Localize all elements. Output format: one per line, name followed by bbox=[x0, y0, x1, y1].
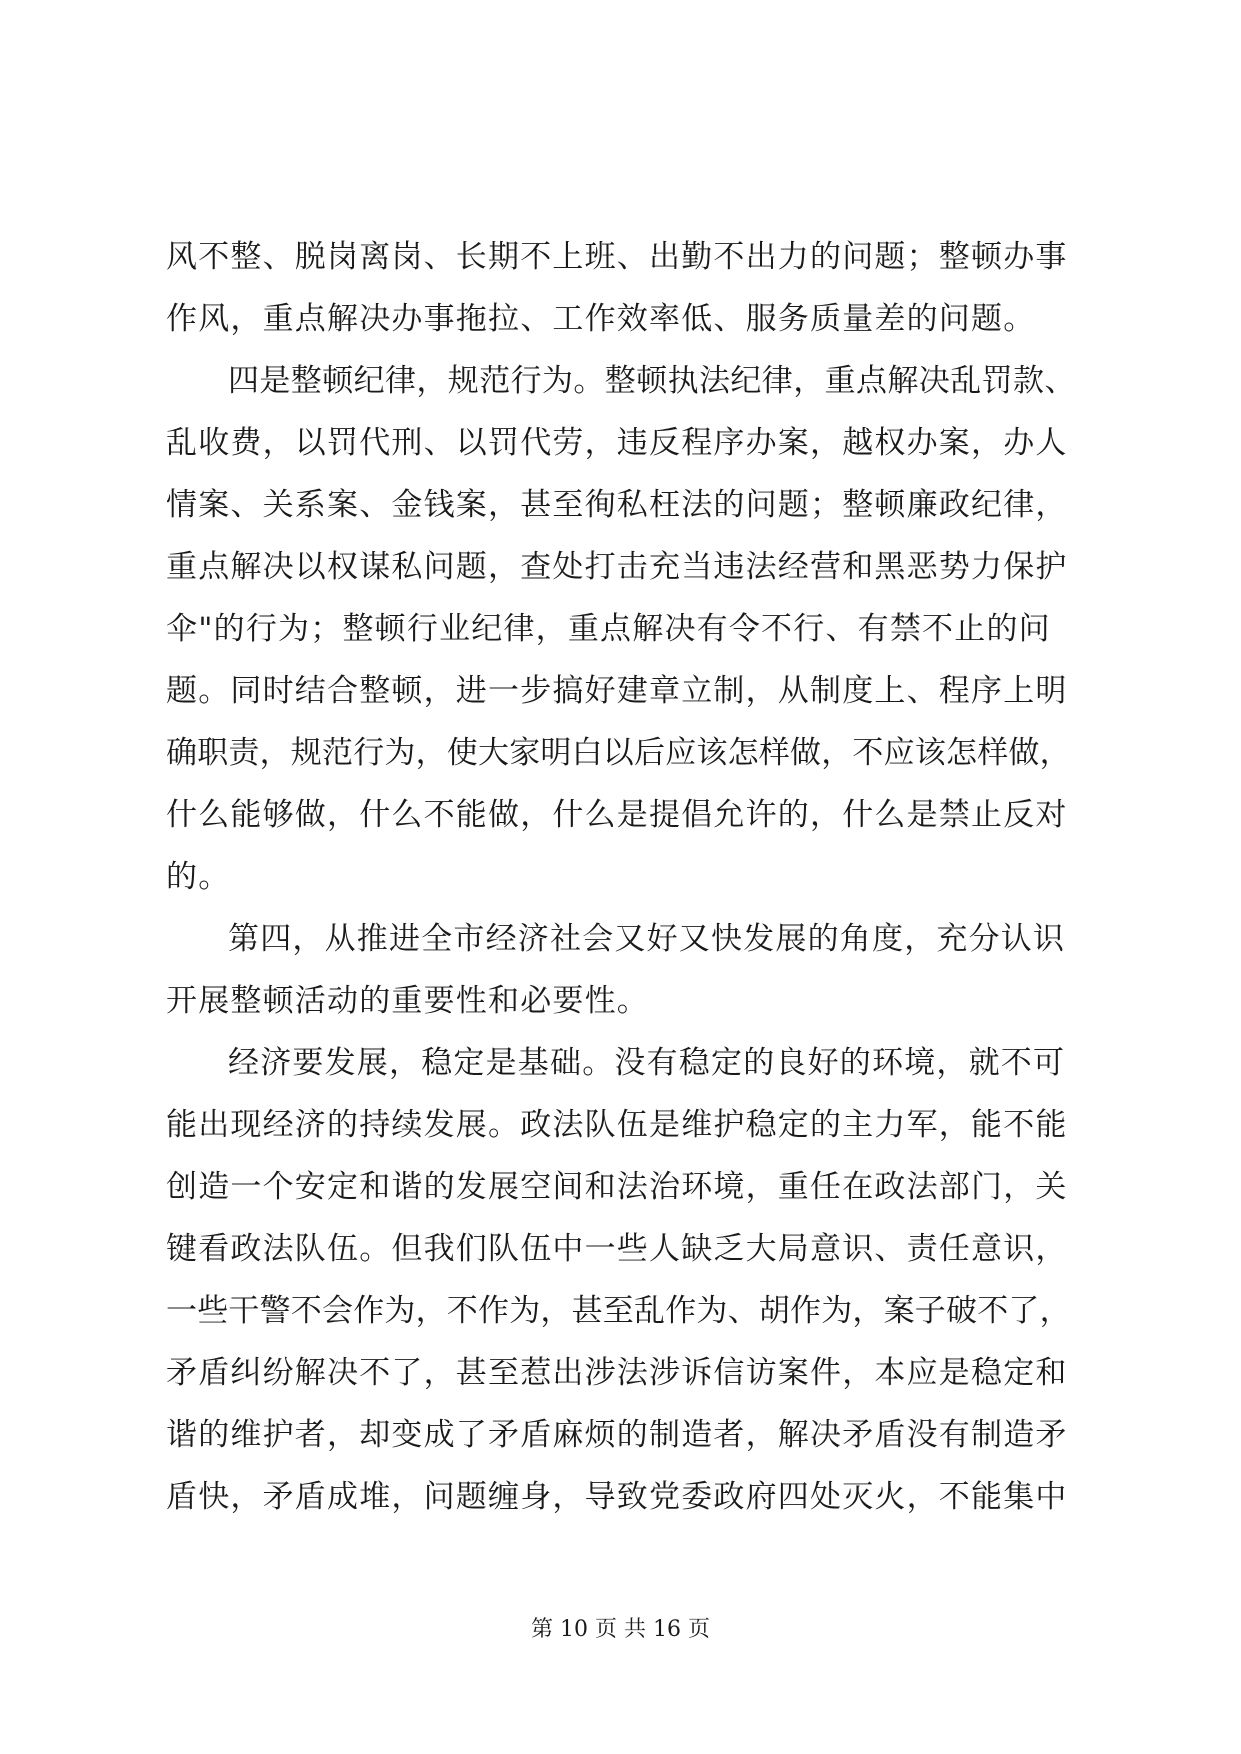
paragraph-2 bbox=[166, 350, 1076, 908]
paragraph-3 bbox=[166, 908, 1076, 1032]
paragraph-4 bbox=[166, 1032, 1076, 1528]
page-number-footer: 第 10 页 共 16 页 bbox=[531, 1617, 710, 1642]
text-line: 题。同时结合整顿，进一步搞好建章立制，从制度上、程序上明 bbox=[166, 673, 1068, 709]
text-line: 确职责，规范行为，使大家明白以后应该怎样做，不应该怎样做， bbox=[166, 735, 1071, 771]
text-line: 盾快，矛盾成堆，问题缠身，导致党委政府四处灭火，不能集中 bbox=[166, 1479, 1068, 1515]
text-line: 的。 bbox=[166, 859, 231, 895]
text-line: 风不整、脱岗离岗、长期不上班、出勤不出力的问题；整顿办事 bbox=[166, 239, 1068, 275]
text-line: 伞"的行为；整顿行业纪律，重点解决有令不行、有禁不止的问 bbox=[166, 611, 1051, 647]
text-line: 乱收费，以罚代刑、以罚代劳，违反程序办案，越权办案，办人 bbox=[166, 425, 1068, 461]
text-line: 第四，从推进全市经济社会又好又快发展的角度，充分认识 bbox=[228, 921, 1066, 957]
text-line: 作风，重点解决办事拖拉、工作效率低、服务质量差的问题。 bbox=[166, 301, 1036, 337]
document-body bbox=[166, 226, 1076, 1528]
text-line: 能出现经济的持续发展。政法队伍是维护稳定的主力军，能不能 bbox=[166, 1107, 1068, 1143]
text-line: 情案、关系案、金钱案，甚至徇私枉法的问题；整顿廉政纪律， bbox=[166, 487, 1068, 523]
text-line: 什么能够做，什么不能做，什么是提倡允许的，什么是禁止反对 bbox=[166, 797, 1068, 833]
text-line: 矛盾纠纷解决不了，甚至惹出涉法涉诉信访案件，本应是稳定和 bbox=[166, 1355, 1068, 1391]
text-line: 键看政法队伍。但我们队伍中一些人缺乏大局意识、责任意识， bbox=[166, 1231, 1068, 1267]
text-line: 创造一个安定和谐的发展空间和法治环境，重任在政法部门，关 bbox=[166, 1169, 1068, 1205]
text-line: 一些干警不会作为，不作为，甚至乱作为、胡作为，案子破不了， bbox=[166, 1293, 1071, 1329]
text-line: 重点解决以权谋私问题，查处打击充当违法经营和黑恶势力保护 bbox=[166, 549, 1068, 585]
text-line: 开展整顿活动的重要性和必要性。 bbox=[166, 983, 649, 1019]
text-line: 经济要发展，稳定是基础。没有稳定的良好的环境，就不可 bbox=[228, 1045, 1066, 1081]
text-line: 四是整顿纪律，规范行为。整顿执法纪律，重点解决乱罚款、 bbox=[228, 363, 1076, 399]
paragraph-1 bbox=[166, 226, 1076, 350]
text-line: 谐的维护者，却变成了矛盾麻烦的制造者，解决矛盾没有制造矛 bbox=[166, 1417, 1068, 1453]
